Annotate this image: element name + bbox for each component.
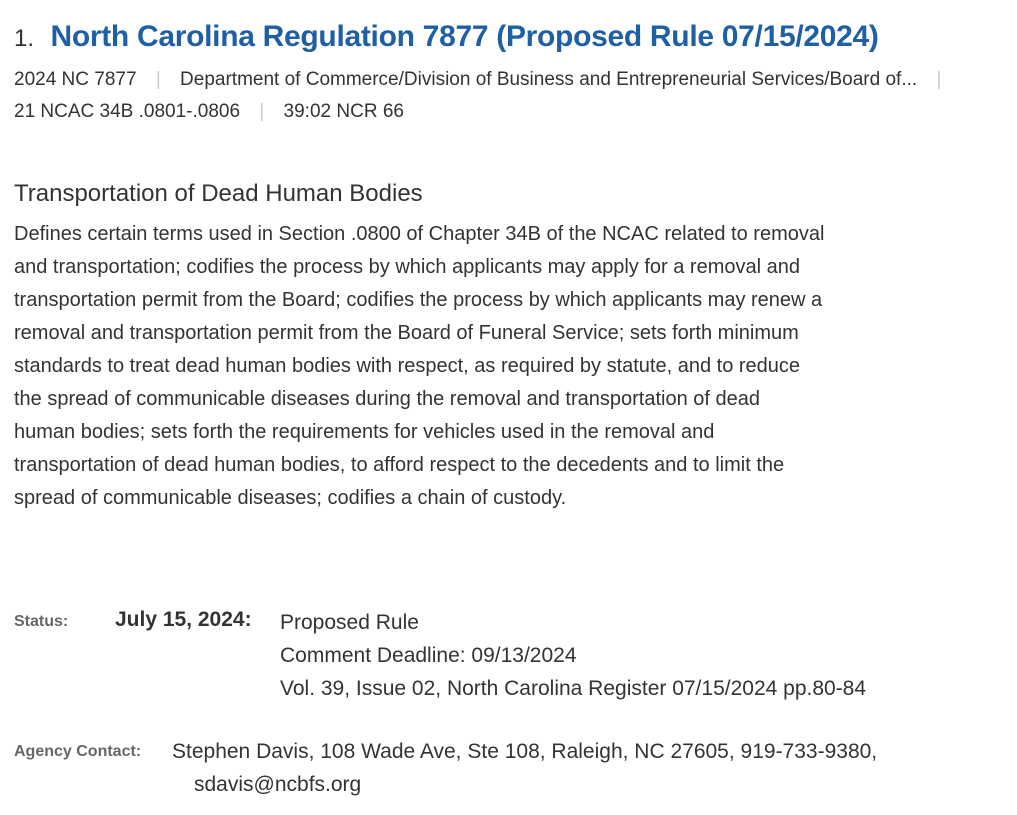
status-label: Status: (14, 613, 69, 630)
result-title-link[interactable]: North Carolina Regulation 7877 (Proposed Rule 07/15/2024) (50, 20, 879, 53)
agency-name: Department of Commerce/Division of Business and Entrepreneurial Services/Board of... (180, 69, 918, 90)
meta-separator: | (936, 69, 942, 90)
comment-deadline: Comment Deadline: 09/13/2024 (280, 644, 577, 667)
contact-email: sdavis@ncbfs.org (194, 773, 362, 796)
citation: 2024 NC 7877 (14, 69, 137, 90)
result-meta-row-1 (14, 69, 1009, 91)
meta-separator: | (155, 69, 161, 90)
result-title-row (14, 20, 879, 54)
register-cite: 39:02 NCR 66 (283, 101, 404, 122)
status-details (280, 606, 866, 705)
meta-separator: | (259, 101, 265, 122)
rule-heading: Transportation of Dead Human Bodies (14, 180, 423, 207)
result-meta-row-2 (14, 101, 404, 123)
status-stage: Proposed Rule (280, 611, 419, 634)
agency-contact-label: Agency Contact: (14, 743, 142, 760)
code-section: 21 NCAC 34B .0801-.0806 (14, 101, 241, 122)
contact-details: Stephen Davis, 108 Wade Ave, Ste 108, Raleigh, NC 27605, 919-733-9380, (172, 740, 878, 763)
status-date: July 15, 2024: (115, 608, 252, 631)
agency-contact-details (172, 735, 932, 801)
publication-info: Vol. 39, Issue 02, North Carolina Register 07/15/2024 pp.80-84 (280, 677, 867, 700)
rule-summary: Defines certain terms used in Section .0800 of Chapter 34B of the NCAC related to removal and transportation; codifies the process by which applicants may apply for a removal and transportation permit from the Board; codifies the process by which applicants may renew a removal and transportation permit from the Board of Funeral Service; sets forth minimum standards to treat dead human bodies with respect, as required by statute, and to reduce the spread of communicable diseases during the removal and transportation of dead human bodies; sets forth the requirements for vehicles used in the removal and transportation of dead human bodies, to afford respect to the decedents and to limit the spread of communicable diseases; codifies a chain of custody. (14, 223, 825, 509)
result-number: 1. (14, 25, 35, 52)
